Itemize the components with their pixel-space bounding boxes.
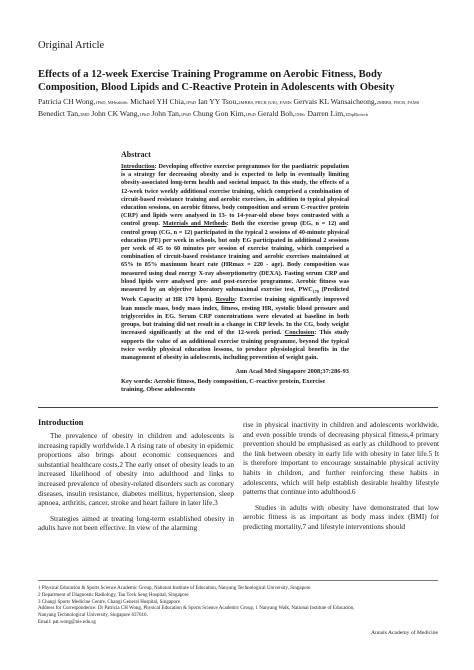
abstract-results-label: Results: [215, 296, 235, 304]
section-divider: [38, 407, 438, 408]
abstract-methods-label: Materials and Methods: [162, 220, 227, 228]
paragraph: Strategies aimed at treating long-term established obesity in adults have not been effective. In view of the alarming: [38, 513, 234, 533]
abstract-conclusion-text: : This study supports the value of an additional exercise training programme, beyond the typical twice weekly physical education lessons, to produce physiological benefits in the management of obesity in adolescents, including prevention of weight gain.: [121, 329, 349, 361]
correspondence-address-cont: Nanyang Technological University, Singapore 637616.: [38, 613, 148, 619]
abstract-methods-text: : Both the exercise group (EG, n = 12) and control group (CG, n = 12) participated in the typical 2 sessions of 40-minute physical education (PE) per week in schools, but only EG participated in additional 2 sessions per week of 45 to 60 minutes per session of exercise training, which comprised a combination of circuit-based resistance training and aerobic exercises maintained at 65% to 85% maximum heart rate (HRmax = 220 - age). Body composition was measured using dual energy X-ray absorptiometry (DEXA). Fasting serum CRP and blood lipids were analysed pre- and post-exercise programme. Aerobic fitness was measured by an objective laboratory submaximal exercise test, PWC: [121, 220, 349, 294]
author: Michael YH Chia,1PhD: [130, 97, 197, 106]
footnote-affiliation-1: 1 Physical Education & Sports Science Academic Group, National Institute of Education, Nanyang Technological University, Singapore: [38, 586, 311, 591]
paragraph: Studies in adults with obesity have demonstrated that low aerobic fitness is as important as body mass index (BMI) for predicting mortality,7 and lifestyle interventions should: [243, 502, 439, 531]
correspondence-address: Address for Correspondence: Dr Patricia CH Wong, Physical Education & Sports Science Academic Group, 1 Nanyang Walk, National Institute of Education,: [38, 606, 355, 612]
footnote-divider: [38, 580, 438, 581]
author: Darren Lim,1DipBiotech: [307, 109, 368, 118]
abstract: [121, 150, 349, 375]
author: Patricia CH Wong,1PhD, MHealthSc: [38, 97, 129, 106]
footnote-affiliation-3: 3 Changi Sports Medicine Centre, Changi General Hospital, Singapore: [38, 599, 180, 605]
footnote-affiliation-2: 2 Department of Diagnostic Radiology, Tan Tock Seng Hospital, Singapore: [38, 592, 189, 598]
author: Ian YY Tsou,2MBBS, FRCR (UK), FAMS: [197, 97, 292, 106]
left-column: [38, 431, 234, 539]
author: Gerald Boh,1MSc: [257, 109, 306, 118]
author: Benedict Tan,3MD: [38, 109, 90, 118]
footer-journal-name: Annals Academy of Medicine: [371, 630, 438, 636]
section-label: Original Article: [38, 40, 105, 51]
author-list: [38, 96, 438, 120]
journal-citation: Ann Acad Med Singapore 2008;37:286-93: [235, 368, 349, 376]
article-title: Effects of a 12-week Exercise Training Programme on Aerobic Fitness, Body Composition, Blood Lipids and C-Reactive Protein in Adolescents with Obesity: [38, 69, 395, 93]
abstract-methods-text-cont: (Predicted Work Capacity at HR 170 bpm).: [121, 286, 349, 304]
abstract-results-text: : Exercise training significantly improved lean muscle mass, body mass index, fitness, resting HR, systolic blood pressure and triglycerides in EG. Serum CRP concentrations were elevated at baseline in both groups, but training did not result in a change in CRP levels. In the CG, body weight increased significantly at the end of the 12-week period.: [121, 296, 349, 337]
author: John CK Wang,1PhD: [91, 109, 150, 118]
abstract-heading: Abstract: [121, 150, 151, 159]
correspondence-email: Email: pat.wong@nie.edu.sg: [38, 619, 96, 625]
author: Gervais KL Wansaicheong,2MBBS, FRCR, FAMS: [293, 97, 420, 106]
introduction-heading: Introduction: [38, 418, 84, 427]
paragraph: The prevalence of obesity in children and adolescents is increasing rapidly worldwide.1 A rising rate of obesity in epidemic proportions also brings about economic consequences and substantial healthcare costs.2 The early onset of obesity leads to an increased likelihood of obesity into adulthood and links to increased prevalence of obesity-related disorders such as coronary diseases, insulin resistance, diabetes mellitus, hypertension, sleep apnoea, arthritis, cancer, stroke and heart failure in later life.3: [38, 431, 234, 508]
abstract-introduction-text: : Developing effective exercise programmes for the paediatric population is a strategy for decreasing obesity and is expected to help in eventually limiting obesity-associated long-term health and societal impact. In this study, the effects of a 12-week twice weekly additional exercise training, which comprised a combination of circuit-based resistance training and aerobic exercises, in addition to typical physical education sessions, on aerobic fitness, body composition and serum C-reactive protein (CRP) and lipids were analysed in 13- to 14-year-old obese boys contrasted with a control group.: [121, 163, 349, 228]
right-column: [243, 420, 439, 538]
footnotes: [38, 586, 438, 627]
abstract-body: [121, 163, 349, 362]
author: John Tan,1PhD: [151, 109, 192, 118]
keywords: Key words: Aerobic fitness, Body composition, C-reactive protein, Exercise training, Obese adolescents: [121, 378, 326, 393]
abstract-introduction-label: Introduction: [121, 163, 155, 170]
abstract-conclusion-label: Conclusion: [284, 329, 315, 337]
pwc-subscript: 170: [312, 289, 319, 295]
author: Chung Gon Kim,1PhD: [192, 109, 256, 118]
paragraph: rise in physical inactivity in children and adolescents worldwide, and even possible trends of decreasing physical fitness,4 primary prevention should be emphasised as early as childhood to prevent the link between obesity in early life with obesity in later life.5 It is therefore important to encourage sustainable physical activity habits in children, and further reinforcing these habits in adolescents, which will help establish desirable healthy lifestyle patterns that continue into adulthood.6: [243, 420, 439, 497]
